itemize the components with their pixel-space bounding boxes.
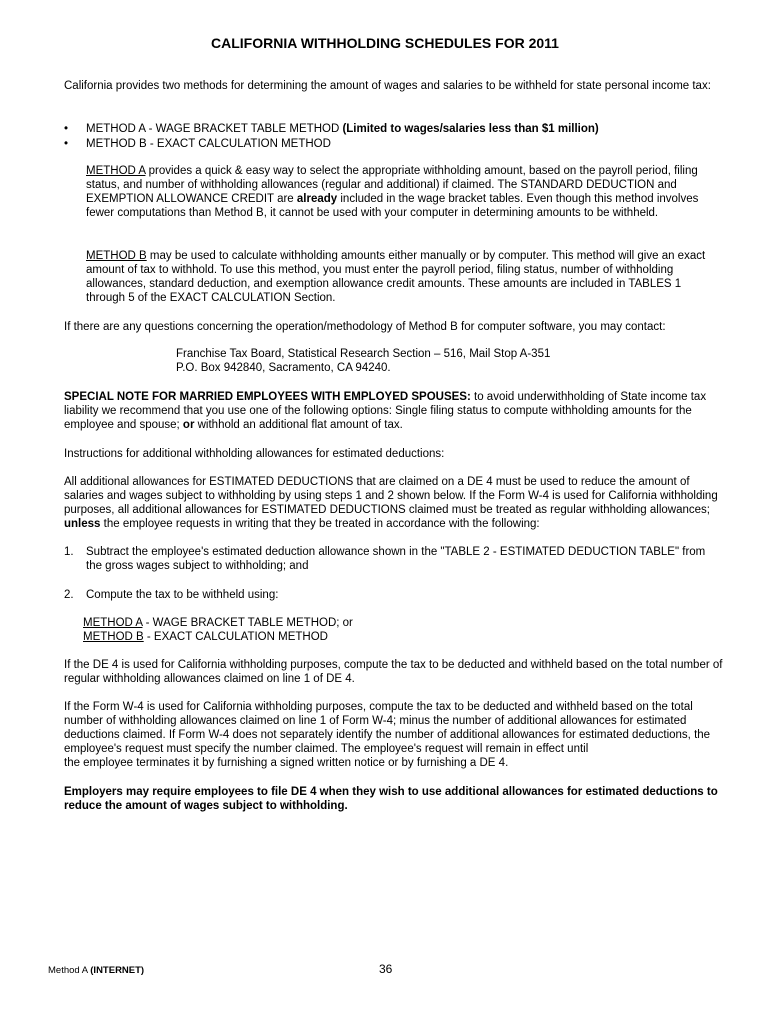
method-b-paragraph: METHOD B may be used to calculate withholding amounts either manually or by computer. This method will give an exact amount of tax to withhold. To use this method, you must enter the payroll period, filing status, number of withholding allowances, standard deduction, and exemption allowance credit amounts. These amounts are included in TABLES 1 through 5 of the EXACT CALCULATION Section. [86, 250, 706, 304]
bullet-icon: • [64, 123, 69, 135]
footer-label: Method A (INTERNET) [48, 965, 145, 976]
step-number: 2. [64, 589, 74, 601]
method-a-paragraph: METHOD A provides a quick & easy way to select the appropriate withholding amount, based on the payroll period, filing status, and number of withholding allowances (regular and additional) if claimed. The STANDARD DEDUCTION and EXEMPTION ALLOWANCE CREDIT are already included in the wage bracket tables. Even though this method involves fewer computations than Method B, it cannot be used with your computer in determining amounts to be withheld. [86, 165, 699, 219]
bullet-text: METHOD B - EXACT CALCULATION METHOD [86, 138, 331, 150]
bullet-item-method-b [64, 137, 724, 151]
page-title: CALIFORNIA WITHHOLDING SCHEDULES FOR 2011 [211, 35, 559, 51]
bullet-text: METHOD A - WAGE BRACKET TABLE METHOD (Limited to wages/salaries less than $1 million) [86, 123, 599, 135]
additional-allowances-paragraph: All additional allowances for ESTIMATED DEDUCTIONS that are claimed on a DE 4 must be used to reduce the amount of salaries and wages subject to withholding by using steps 1 and 2 shown below. If the Form W-4 is used for California withholding purposes, all additional allowances for ESTIMATED DEDUCTIONS claimed must be treated as regular withholding allowances; unless the employee requests in writing that they be treated in accordance with the following: [64, 476, 718, 530]
employers-note: Employers may require employees to file DE 4 when they wish to use additional allowances for estimated deductions to reduce the amount of wages subject to withholding. [64, 786, 718, 812]
step-text: Subtract the employee's estimated deduction allowance shown in the "TABLE 2 - ESTIMATED DEDUCTION TABLE" from the gross wages subject to withholding; and [86, 546, 706, 572]
bullet-item-method-a [64, 122, 724, 136]
method-option-a: METHOD A - WAGE BRACKET TABLE METHOD; or [83, 617, 353, 629]
method-options-list [83, 616, 743, 644]
bullet-icon: • [64, 138, 69, 150]
page-number: 36 [379, 962, 393, 976]
address-line-2: P.O. Box 942840, Sacramento, CA 94240. [176, 362, 391, 374]
special-note-paragraph: SPECIAL NOTE FOR MARRIED EMPLOYEES WITH EMPLOYED SPOUSES: to avoid underwithholding of State income tax liability we recommend that you use one of the following options: Single filing status to compute withholding amounts for the employee and spouse; or withhold an additional flat amount of tax. [64, 391, 707, 431]
step-number: 1. [64, 546, 74, 558]
step-text: Compute the tax to be withheld using: [86, 589, 279, 601]
method-a-label: METHOD A [86, 165, 146, 177]
method-option-b: METHOD B - EXACT CALCULATION METHOD [83, 631, 328, 643]
instructions-heading: Instructions for additional withholding allowances for estimated deductions: [64, 448, 445, 460]
address-line-1: Franchise Tax Board, Statistical Research Section – 516, Mail Stop A-351 [176, 348, 551, 360]
questions-paragraph: If there are any questions concerning the operation/methodology of Method B for computer software, you may contact: [64, 321, 666, 333]
method-b-label: METHOD B [86, 250, 147, 262]
intro-paragraph: California provides two methods for determining the amount of wages and salaries to be withheld for state personal income tax: [64, 80, 711, 92]
de4-paragraph: If the DE 4 is used for California withholding purposes, compute the tax to be deducted and withheld based on the total number of regular withholding allowances claimed on line 1 of DE 4. [64, 659, 723, 685]
contact-address [176, 347, 716, 375]
w4-paragraph: If the Form W-4 is used for California withholding purposes, compute the tax to be deducted and withheld based on the total number of withholding allowances claimed on line 1 of Form W-4; minus the number of additional allowances for estimated deductions claimed. If Form W-4 does not separately identify the number of additional allowances for estimated deductions, the employee's request must specify the number claimed. The employee's request will remain in effect until the employee terminates it by furnishing a signed written notice or by furnishing a DE 4. [64, 701, 711, 769]
